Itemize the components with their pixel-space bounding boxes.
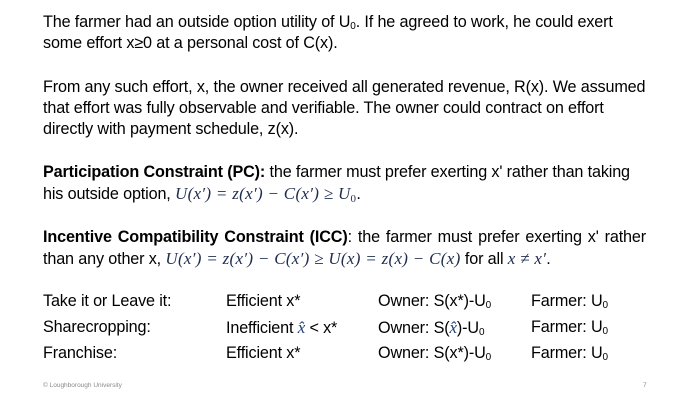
icc-label: Incentive Compatibility Constraint (ICC): [43, 228, 348, 246]
effort-text: Inefficient: [226, 319, 298, 337]
farmer-payoff: [531, 291, 608, 312]
contract-type: Sharecropping:: [43, 318, 151, 336]
subscript: 0: [350, 21, 356, 32]
owner-payoff: [378, 343, 491, 364]
page-number: 7: [643, 382, 647, 389]
owner-text: Owner: S(: [378, 319, 450, 337]
farmer-payoff: [531, 317, 608, 338]
icc-text: : the farmer must prefer exerting x' rather than any other x,: [43, 228, 646, 268]
contract-comparison-table: [0, 291, 700, 369]
paragraph-text: . If he agreed to work, he could exert some effort x≥0 at a personal cost of C(x).: [43, 13, 613, 52]
table-row: [0, 291, 700, 317]
x-hat-symbol: x̂: [449, 318, 457, 337]
paragraph-participation-constraint: [43, 162, 653, 205]
subscript: 0: [602, 300, 608, 311]
paragraph-text: The farmer had an outside option utility of U: [43, 13, 351, 31]
effort-level: [226, 317, 337, 339]
effort-text: Efficient x*: [226, 344, 301, 362]
farmer-text: Farmer: U: [531, 318, 603, 336]
owner-payoff: [378, 317, 484, 339]
pc-period: .: [356, 185, 361, 203]
icc-condition: x ≠ x′: [507, 249, 547, 268]
contract-type: Take it or Leave it:: [43, 292, 172, 310]
subscript: 0: [602, 352, 608, 363]
subscript: 0: [478, 327, 485, 338]
icc-period: .: [546, 250, 551, 268]
icc-text-for-all: for all: [460, 250, 508, 268]
effort-level: [226, 343, 300, 364]
x-hat-symbol: x̂: [297, 318, 306, 337]
pc-label: Participation Constraint (PC):: [43, 163, 266, 181]
effort-level: [226, 291, 300, 312]
owner-text: Owner: S(x*)-U: [378, 344, 486, 362]
owner-payoff: [378, 291, 491, 312]
owner-text: Owner: S(x*)-U: [378, 292, 486, 310]
paragraph-outside-option: [43, 12, 653, 54]
footer-copyright: © Loughborough University: [43, 382, 122, 389]
icc-formula: U(x′) = z(x′) − C(x′) ≥ U(x) = z(x) − C(x): [165, 249, 461, 268]
farmer-payoff: [531, 343, 608, 364]
table-row: [0, 317, 700, 343]
effort-text: Efficient x*: [226, 292, 301, 310]
paragraph-incentive-compatibility: [43, 227, 646, 270]
contract-type: Franchise:: [43, 344, 118, 362]
paragraph-text: From any such effort, x, the owner received all generated revenue, R(x). We assumed that effort was fully observable and verifiable. The owner could contract on effort directly with payment schedule, z(x).: [43, 78, 646, 138]
pc-formula-body: U(x′) = z(x′) − C(x′) ≥ U: [175, 184, 351, 203]
subscript: 0: [485, 300, 492, 311]
subscript: 0: [485, 352, 492, 363]
owner-text: )-U: [456, 319, 479, 337]
farmer-text: Farmer: U: [531, 292, 603, 310]
table-row: [0, 343, 700, 369]
paragraph-revenue: [43, 77, 653, 140]
pc-text: the farmer must prefer exerting x' rather than taking his outside option,: [43, 163, 630, 203]
farmer-text: Farmer: U: [531, 344, 603, 362]
subscript: 0: [602, 326, 608, 337]
pc-formula-subscript: 0: [350, 193, 357, 205]
pc-formula: [175, 184, 356, 203]
effort-text: < x*: [305, 319, 338, 337]
